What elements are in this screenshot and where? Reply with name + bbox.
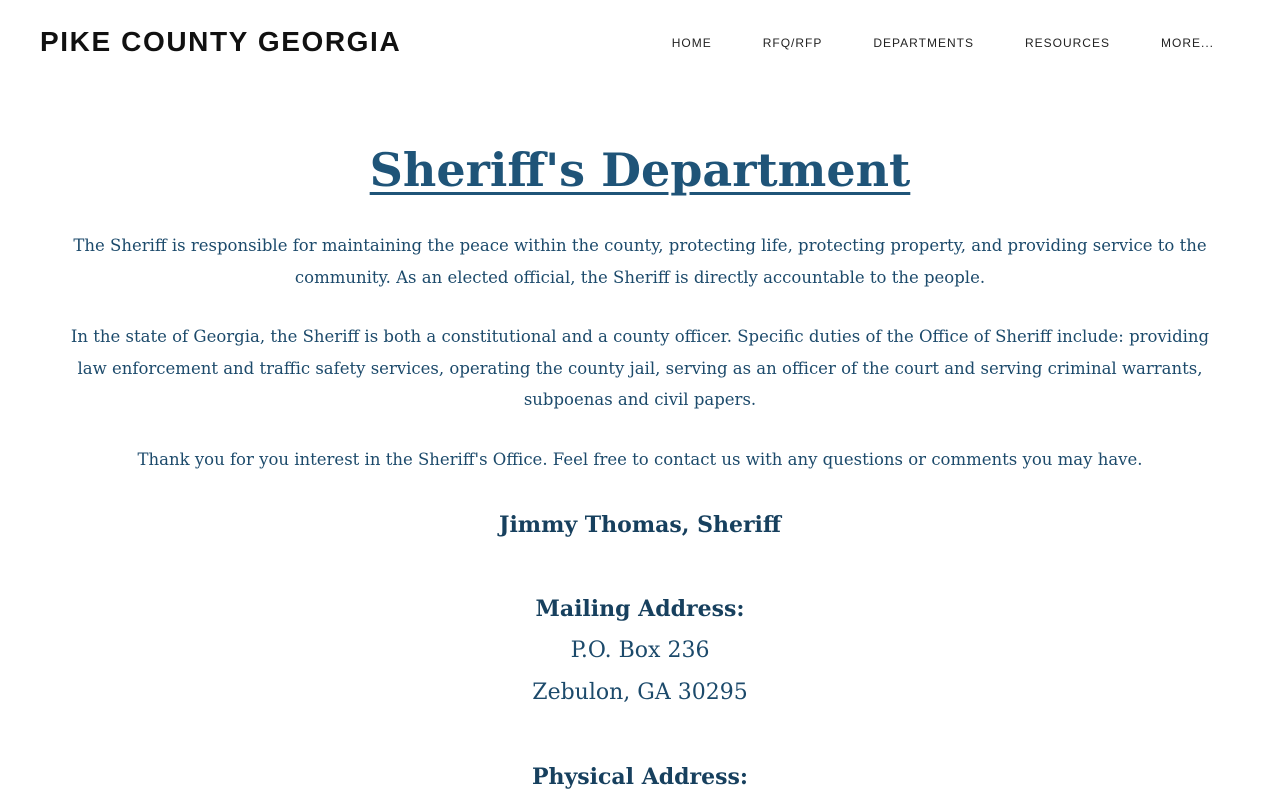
page-title: Sheriff's Department (369, 143, 911, 197)
nav-more[interactable]: MORE... (1160, 36, 1214, 50)
main-nav (621, 36, 1214, 50)
physical-address-label: Physical Address: (531, 764, 749, 790)
mailing-address-line2: Zebulon, GA 30295 (532, 680, 748, 705)
paragraph-responsibilities: The Sheriff is responsible for maintaining the peace within the county, protecting life, protecting property, and providing service to the community. As an elected official, the Sheriff is directly accountable to the people. (73, 236, 1207, 287)
nav-resources[interactable]: RESOURCES (1024, 36, 1110, 50)
nav-home[interactable]: HOME (671, 36, 712, 50)
nav-departments[interactable]: DEPARTMENTS (873, 36, 974, 50)
site-title-link[interactable]: PIKE COUNTY GEORGIA (40, 26, 402, 57)
nav-rfq-rfp[interactable]: RFQ/RFP (762, 36, 823, 50)
site-header (0, 0, 1280, 88)
mailing-address-label: Mailing Address: (535, 596, 745, 622)
mailing-address-line1: P.O. Box 236 (570, 638, 710, 663)
paragraph-duties: In the state of Georgia, the Sheriff is both a constitutional and a county officer. Specific duties of the Office of Sheriff include: providing law enforcement and traffic safety services, operating the county jail, serving as an officer of the court and serving criminal warrants, subpoenas and civil papers. (70, 327, 1210, 409)
sheriff-name: Jimmy Thomas, Sheriff (499, 512, 781, 538)
paragraph-thank-you: Thank you for you interest in the Sheriff's Office. Feel free to contact us with any questions or comments you may have. (137, 450, 1143, 469)
